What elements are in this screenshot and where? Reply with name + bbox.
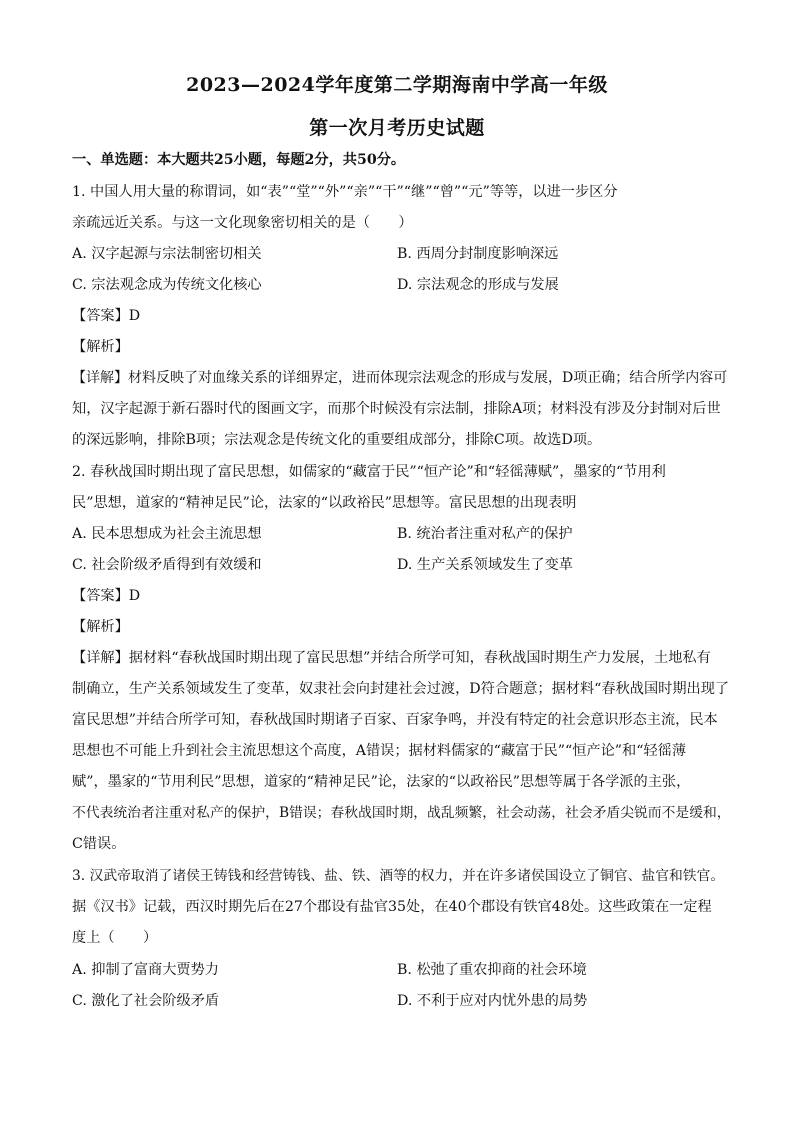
question-2-option-c: C. 社会阶级矛盾得到有效缓和 bbox=[72, 557, 262, 573]
question-2-detail-3: 富民思想”并结合所学可知，春秋战国时期诸子百家、百家争鸣，并没有特定的社会意识形态主流，民本 bbox=[72, 712, 718, 728]
question-1-answer: 【答案】D bbox=[72, 308, 141, 324]
question-2-detail-7: C错误。 bbox=[72, 836, 126, 852]
question-3-line-2: 据《汉书》记载，西汉时期先后在27个郡设有盐官35处，在40个郡设有铁官48处。这些政策在一定程 bbox=[72, 899, 712, 915]
question-1-analysis: 【解析】 bbox=[72, 339, 129, 355]
question-2-option-b: B. 统治者注重对私产的保护 bbox=[397, 526, 573, 542]
question-2-detail-5: 赋”，墨家的“节用利民”思想，道家的“精神足民”论，法家的“以政裕民”思想等属于各学派的主张， bbox=[72, 774, 691, 790]
question-3-line-1: 3. 汉武帝取消了诸侯王铸钱和经营铸钱、盐、铁、酒等的权力，并在许多诸侯国设立了铜官、盐官和铁官。 bbox=[72, 868, 725, 884]
question-2-detail-4: 思想也不可能上升到社会主流思想这个高度，A错误；据材料儒家的“藏富于民”“恒产论”和“轻徭薄 bbox=[72, 743, 687, 759]
question-1-option-d: D. 宗法观念的形成与发展 bbox=[397, 277, 559, 293]
question-2-detail-1: 【详解】据材料“春秋战国时期出现了富民思想”并结合所学可知，春秋战国时期生产力发展，土地私有 bbox=[72, 650, 711, 666]
question-2-analysis: 【解析】 bbox=[72, 619, 129, 635]
section-heading: 一、单选题：本大题共25小题，每题2分，共50分。 bbox=[72, 152, 406, 168]
question-2-detail-2: 制确立，生产关系领域发生了变革，奴隶社会向封建社会过渡，D符合题意；据材料“春秋战国时期出现了 bbox=[72, 681, 730, 697]
question-1-line-2: 亲疏远近关系。与这一文化现象密切相关的是（ ） bbox=[72, 215, 413, 231]
question-1-option-a: A. 汉字起源与宗法制密切相关 bbox=[72, 246, 262, 262]
question-2-line-1: 2. 春秋战国时期出现了富民思想，如儒家的“藏富于民”“恒产论”和“轻徭薄赋”，墨家的“节用利 bbox=[72, 464, 666, 480]
question-3-option-b: B. 松弛了重农抑商的社会环境 bbox=[397, 962, 587, 978]
question-2-line-2: 民”思想，道家的“精神足民”论，法家的“以政裕民”思想等。富民思想的出现表明 bbox=[72, 495, 577, 511]
question-2-option-a: A. 民本思想成为社会主流思想 bbox=[72, 526, 262, 542]
question-1-option-b: B. 西周分封制度影响深远 bbox=[397, 246, 559, 262]
question-3-option-d: D. 不利于应对内忧外患的局势 bbox=[397, 993, 588, 1009]
question-1-detail-2: 知，汉字起源于新石器时代的图画文字，而那个时候没有宗法制，排除A项；材料没有涉及分封制对后世 bbox=[72, 401, 721, 417]
question-1-option-c: C. 宗法观念成为传统文化核心 bbox=[72, 277, 262, 293]
question-3-line-3: 度上（ ） bbox=[72, 930, 158, 946]
question-2-option-d: D. 生产关系领域发生了变革 bbox=[397, 557, 573, 573]
question-1-line-1: 1. 中国人用大量的称谓词，如“表”“堂”“外”“亲”“干”“继”“曾”“元”等等，以进一步区分 bbox=[72, 184, 618, 200]
question-3-option-c: C. 激化了社会阶级矛盾 bbox=[72, 993, 220, 1009]
question-1-detail-1: 【详解】材料反映了对血缘关系的详细界定，进而体现宗法观念的形成与发展，D项正确；结合所学内容可 bbox=[72, 370, 728, 386]
question-1-detail-3: 的深远影响，排除B项；宗法观念是传统文化的重要组成部分，排除C项。故选D项。 bbox=[72, 432, 602, 448]
question-3-option-a: A. 抑制了富商大贾势力 bbox=[72, 962, 219, 978]
question-2-answer: 【答案】D bbox=[72, 588, 141, 604]
exam-title-line2: 第一次月考历史试题 bbox=[309, 117, 485, 139]
question-2-detail-6: 不代表统治者注重对私产的保护，B错误；春秋战国时期，战乱频繁，社会动荡，社会矛盾尖锐而不是缓和， bbox=[72, 805, 731, 821]
exam-title-line1: 2023—2024学年度第二学期海南中学高一年级 bbox=[186, 74, 608, 96]
